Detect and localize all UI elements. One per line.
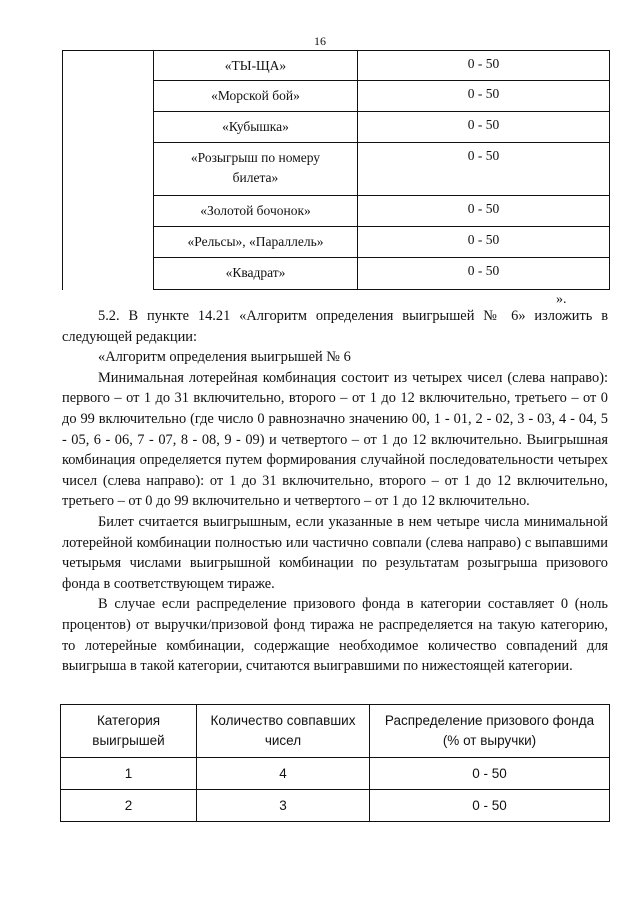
distribution-cell: 0 - 50: [370, 758, 610, 790]
paragraph: Билет считается выигрышным, если указанные в нем четыре числа минимальной лотерейной комбинации полностью или частично совпали (слева направо) с выпавшими четырьмя числами выигрышной комбинации по результатам розыгрыша призового фонда в соответствующем тираже.: [62, 513, 608, 592]
header-line: выигрышей: [92, 733, 165, 748]
range-cell: 0 - 50: [358, 81, 610, 112]
header-line: (% от выручки): [442, 733, 537, 748]
winnings-category-table: [60, 704, 610, 822]
distribution-cell: 0 - 50: [370, 790, 610, 822]
column-header-category: [61, 705, 197, 758]
range-cell: 0 - 50: [358, 195, 610, 226]
header-line: Категория: [96, 713, 161, 728]
lottery-name-cell: «Золотой бочонок»: [154, 195, 358, 226]
lottery-distribution-table-top: [62, 50, 610, 290]
range-cell: 0 - 50: [358, 143, 610, 195]
table-row: [61, 790, 610, 822]
range-cell: 0 - 50: [358, 226, 610, 257]
body-text: [62, 306, 608, 677]
column-header-distribution: [370, 705, 610, 758]
matches-cell: 4: [197, 758, 370, 790]
paragraph: В случае если распределение призового фонда в категории составляет 0 (ноль процентов) от выручки/призовой фонд тиража не распределяется на такую категорию, то лотерейные комбинации, содержащие необходимое количество совпадений для выигрыша в такой категории, считаются выигравшими по нижестоящей категории.: [62, 596, 608, 675]
lottery-name-cell: «Кубышка»: [154, 112, 358, 143]
range-cell: 0 - 50: [358, 112, 610, 143]
column-header-matches: [197, 705, 370, 758]
range-cell: 0 - 50: [358, 257, 610, 289]
matches-cell: 3: [197, 790, 370, 822]
range-cell: 0 - 50: [358, 51, 610, 81]
category-cell: 2: [61, 790, 197, 822]
lottery-name-cell: «Морской бой»: [154, 81, 358, 112]
table-row: [61, 758, 610, 790]
category-cell: 1: [61, 758, 197, 790]
lottery-name-cell: «Квадрат»: [154, 257, 358, 289]
lottery-name-cell: «ТЫ-ЩА»: [154, 51, 358, 81]
paragraph: 5.2. В пункте 14.21 «Алгоритм определения выигрышей № 6» изложить в следующей редакции:: [62, 308, 608, 345]
paragraph: Минимальная лотерейная комбинация состоит из четырех чисел (слева направо): первого – от 1 до 31 включительно, второго – от 1 до 12 включительно, третьего – от 0 до 99 включительно (где число 0 равнозначно значению 00, 1 - 01, 2 - 02, 3 - 03, 4 - 04, 5 - 05, 6 - 06, 7 - 07, 8 - 08, 9 - 09) и четвертого – от 1 до 12 включительно. Выигрышная комбинация определяется путем формирования случайной последовательности четырех чисел (слева направо): от 1 до 31 включительно, второго – от 1 до 12 включительно, третьего – от 0 до 99 включительно и четвертого – от 1 до 12 включительно.: [62, 369, 608, 510]
page-number: 16: [314, 34, 326, 48]
lottery-name-line: билета»: [232, 170, 279, 186]
lottery-name-cell: «Рельсы», «Параллель»: [154, 226, 358, 257]
closing-quote: ».: [556, 292, 567, 307]
header-line: Количество совпавших: [210, 713, 356, 728]
header-line: чисел: [264, 733, 302, 748]
section-heading: «Алгоритм определения выигрышей № 6: [98, 349, 351, 366]
table-empty-column: [63, 51, 154, 290]
lottery-name-line: «Розыгрыш по номеру: [190, 150, 321, 166]
lottery-name-cell: [154, 143, 358, 195]
header-line: Распределение призового фонда: [384, 713, 595, 728]
